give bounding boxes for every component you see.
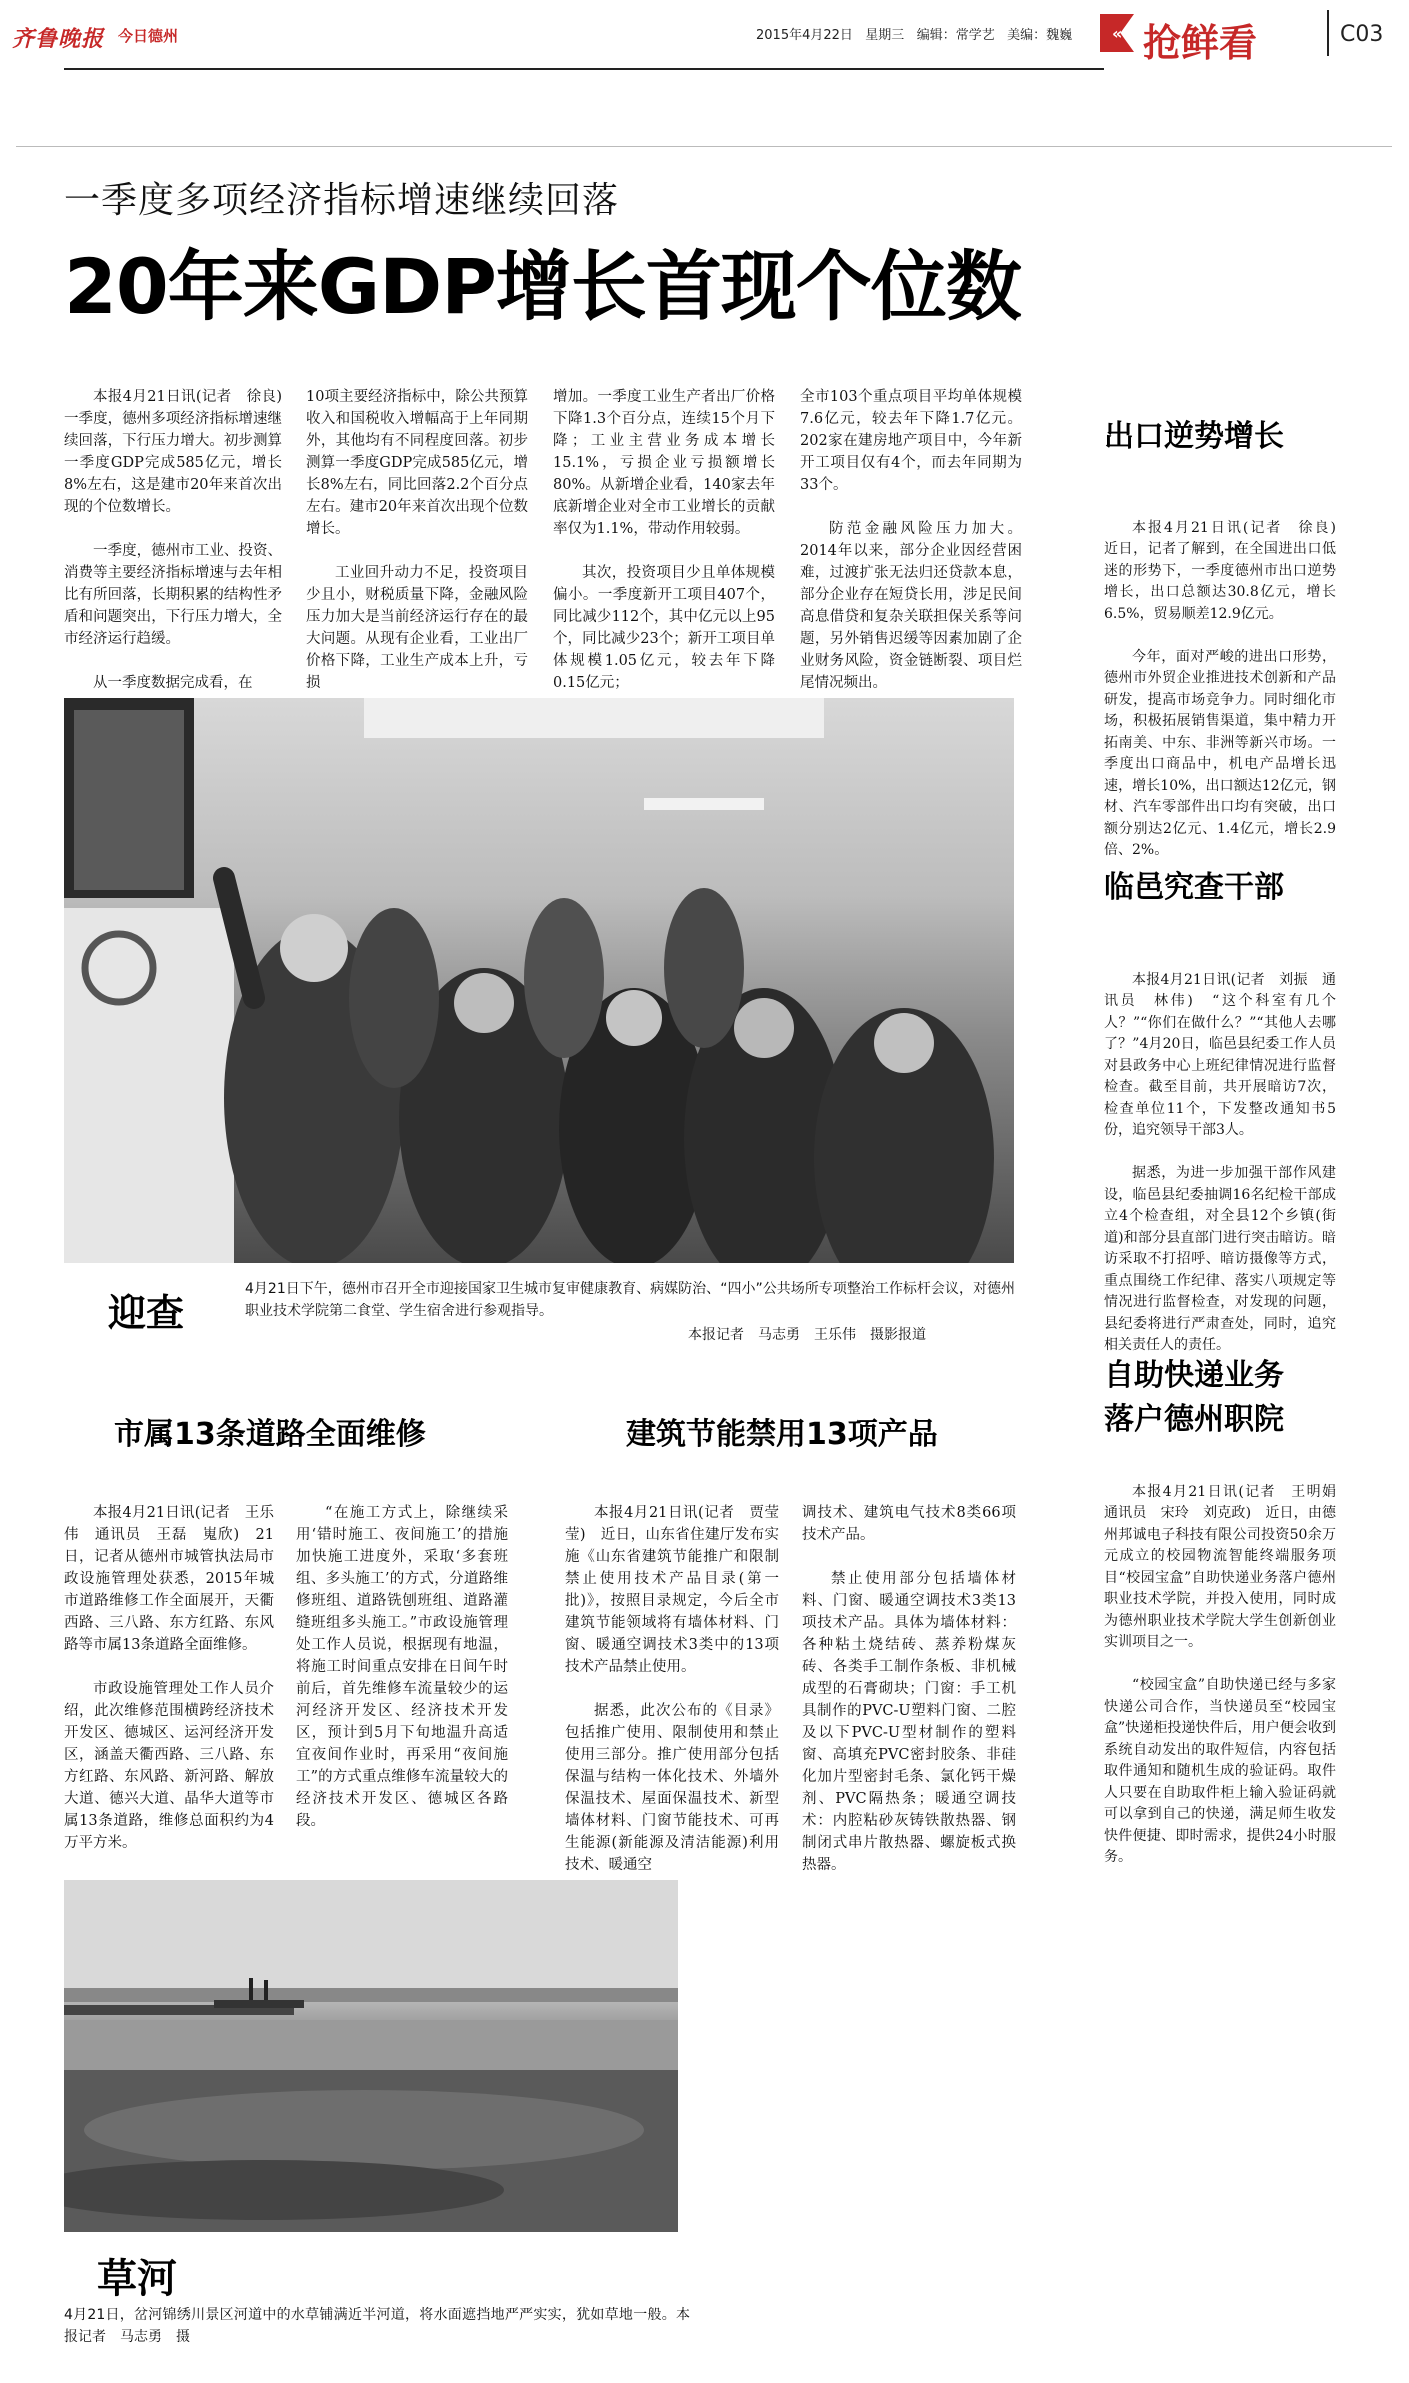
main-photo-caption: 4月21日下午，德州市召开全市迎接国家卫生城市复审健康教育、病媒防治、“四小”公共场所专项整治工作标杆会议，对德州职业技术学院第二食堂、学生宿舍进行参观指导。 [245,1281,1015,1319]
bottom-photo-title: 草河 [97,2256,177,2302]
building-col2-p1: 调技术、建筑电气技术8类66项技术产品。 [802,1505,1016,1543]
date-line: 2015年4月22日 星期三 编辑：常学艺 美编：魏巍 [756,28,1073,43]
building-column-2 [802,1480,1016,1898]
masthead-rule [64,68,1104,70]
lead-col1-p2: 一季度，德州市工业、投资、消费等主要经济指标增速与去年相比有所回落，长期积累的结构性矛盾和问题突出，下行压力增大，全市经济运行趋缓。 [64,543,282,647]
export-p2: 今年，面对严峻的进出口形势，德州市外贸企业推进技术创新和产品研发，提高市场竞争力。同时细化市场，积极拓展销售渠道，集中精力开拓南美、中东、非洲等新兴市场。一季度出口商品中，机电产品增长迅速，增长10%，出口额达12亿元，钢材、汽车零部件出口均有突破，出口额分别达2亿元、1.4亿元，增长2.9倍、2%。 [1104,648,1336,858]
express-p1: 本报4月21日讯(记者 王明娟 通讯员 宋玲 刘克政) 近日，由德州邦诚电子科技有限公司投资50余万元成立的校园物流智能终端服务项目“校园宝盒”自助快递业务落户德州职业技术学院，并投入使用，同时成为德州职业技术学院大学生创新创业实训项目之一。 [1104,1483,1350,1650]
edition-name: 今日德州 [118,27,179,45]
lead-headline: 20年来GDP增长首现个位数 [64,242,1021,331]
header-rule [16,146,1392,147]
paper-name-logo: 齐鲁晚报 [12,26,105,52]
page-number: C03 [1340,22,1384,47]
express-body [1104,1460,1350,1890]
export-body [1104,496,1350,883]
lead-column-4 [800,364,1022,716]
lead-column-1 [64,364,297,716]
divider-vertical [1327,10,1329,56]
roads-column-2 [296,1480,508,1854]
express-p2: “校园宝盒”自助快递已经与多家快递公司合作，当快递员至“校园宝盒”快递柜投递快件后，用户便会收到系统自动发出的取件短信，内容包括取件通知和随机生成的验证码。取件人只要在自助取件柜上输入验证码就可以拿到自己的快递，满足师生收发快件便捷、即时需求，提供24小时服务。 [1104,1677,1336,1865]
lead-col2-p2: 工业回升动力不足，投资项目少且小，财税质量下降，金融风险压力加大是当前经济运行存在的最大问题。从现有企业看，工业出厂价格下降，工业生产成本上升，亏损 [306,565,528,691]
building-headline: 建筑节能禁用13项产品 [626,1417,938,1452]
express-headline-1: 自助快递业务 [1104,1358,1284,1393]
linyi-body [1104,948,1336,1378]
section-title: 抢鲜看 [1143,21,1258,65]
lead-col2-p1: 10项主要经济指标中，除公共预算收入和国税收入增幅高于上年同期外，其他均有不同程度回落。初步测算一季度GDP完成585亿元，增长8%左右，同比回落2.2个百分点左右。建市20年来首次出现个位数增长。 [306,389,528,537]
roads-col1-p2: 市政设施管理处工作人员介绍，此次维修范围横跨经济技术开发区、德城区、运河经济开发区，涵盖天衢西路、三八路、东方红路、东风路、新河路、解放大道、德兴大道、晶华大道等市属13条道路，维修总面积约为4万平方米。 [64,1681,274,1851]
export-p1: 本报4月21日讯(记者 徐良) 近日，记者了解到，在全国进出口低迷的形势下，一季度德州市出口逆势增长，出口总额达30.8亿元，增长6.5%，贸易顺差12.9亿元。 [1104,519,1350,622]
building-col2-p2: 禁止使用部分包括墙体材料、门窗、暖通空调技术3类13项技术产品。具体为墙体材料：各种粘土烧结砖、蒸养粉煤灰砖、各类手工制作条板、非机械成型的石膏砌块；门窗：手工机具制作的PVC-U塑料门窗、二腔及以下PVC-U型材制作的塑料窗、高填充PVC密封胶条、非硅化加片型密封毛条、氯化钙干燥剂、PVC隔热条；暖通空调技术：内腔粘砂灰铸铁散热器、钢制闭式串片散热器、螺旋板式换热器。 [802,1571,1016,1873]
river-scene-illustration [64,1880,678,2232]
linyi-p1: 本报4月21日讯(记者 刘振 通讯员 林伟) “这个科室有几个人？”“你们在做什么？”“其他人去哪了？”4月20日，临邑县纪委工作人员对县政务中心上班纪律情况进行监督检查。截至目前，共开展暗访7次，检查单位11个，下发整改通知书5份，追究领导干部3人。 [1104,971,1336,1138]
linyi-headline: 临邑究查干部 [1104,870,1284,905]
main-photo-title: 迎查 [108,1291,185,1335]
photo-scene-illustration [64,698,1014,1263]
roads-column-1 [64,1480,274,1876]
lead-col1-p1: 本报4月21日讯(记者 徐良) 一季度，德州多项经济指标增速继续回落，下行压力增大。初步测算一季度GDP完成585亿元，增长8%左右，这是建市20年来首次出现的个位数增长。 [64,389,297,515]
roads-headline: 市属13条道路全面维修 [114,1417,426,1452]
export-headline: 出口逆势增长 [1104,419,1284,454]
roads-col2-p1: “在施工方式上，除继续采用‘错时施工、夜间施工’的措施加快施工进度外，采取‘多套班组、多头施工’的方式，分道路维修班组、道路铣刨班组、道路灌缝班组多头施工。”市政设施管理处工作人员说，根据现有地温，将施工时间重点安排在日间午时前后，首先维修车流量较少的运河经济开发区、经济技术开发区，预计到5月下旬地温升高适宜夜间作业时，再采用“夜间施工”的方式重点维修车流量较大的经济技术开发区、德城区各路段。 [296,1505,508,1829]
masthead [0,0,1409,80]
building-column-1 [565,1480,779,1898]
express-headline-2: 落户德州职院 [1104,1402,1284,1437]
bottom-photo [64,1880,678,2232]
main-photo [64,698,1014,1263]
lead-col3-p2: 其次，投资项目少且单体规模偏小。一季度新开工项目407个，同比减少112个，其中亿元以上95个，同比减少23个；新开工项目单体规模1.05亿元，较去年下降0.15亿元； [553,565,775,691]
main-photo-credit: 本报记者 马志勇 王乐伟 摄影报道 [688,1327,926,1343]
building-col1-p2: 据悉，此次公布的《目录》包括推广使用、限制使用和禁止使用三部分。推广使用部分包括保温与结构一体化技术、外墙外保温技术、屋面保温技术、新型墙体材料、门窗节能技术、可再生能源(新能源及清洁能源)利用技术、暖通空 [565,1703,779,1873]
lead-col3-p1: 增加。一季度工业生产者出厂价格下降1.3个百分点，连续15个月下降；工业主营业务成本增长15.1%，亏损企业亏损额增长80%。从新增企业看，140家去年底新增企业对全市工业增长的贡献率仅为1.1%，带动作用较弱。 [553,389,775,537]
linyi-p2: 据悉，为进一步加强干部作风建设，临邑县纪委抽调16名纪检干部成立4个检查组，对全县12个乡镇(街道)和部分县直部门进行突击暗访。暗访采取不打招呼、暗访摄像等方式，重点围绕工作纪律、落实八项规定等情况进行监督检查，对发现的问题，县纪委将进行严肃查处，同时，追究相关责任人的责任。 [1104,1165,1336,1353]
chevron-icon: « [1112,24,1123,43]
bottom-photo-caption: 4月21日，岔河锦绣川景区河道中的水草铺满近半河道，将水面遮挡地严严实实，犹如草地一般。本报记者 马志勇 摄 [64,2307,690,2345]
lead-col4-p1: 全市103个重点项目平均单体规模7.6亿元，较去年下降1.7亿元。202家在建房地产项目中，今年新开工项目仅有4个，而去年同期为33个。 [800,389,1022,493]
lead-kicker: 一季度多项经济指标增速继续回落 [64,180,620,221]
lead-col1-p3: 从一季度数据完成看，在 [93,675,253,691]
lead-col4-p2: 防范金融风险压力加大。2014年以来，部分企业因经营困难，过渡扩张无法归还贷款本息，部分企业存在短贷长用，涉足民间高息借贷和复杂关联担保关系等问题，另外销售迟缓等因素加剧了企业财务风险，资金链断裂、项目烂尾情况频出。 [800,521,1022,691]
lead-column-3 [553,364,775,716]
lead-column-2 [306,364,528,716]
roads-col1-p1: 本报4月21日讯(记者 王乐伟 通讯员 王磊 嵬欣) 21日，记者从德州市城管执法局市政设施管理处获悉，2015年城市道路维修工作全面展开，天衢西路、三八路、东方红路、东风路等市属13条道路全面维修。 [64,1505,274,1653]
building-col1-p1: 本报4月21日讯(记者 贾莹莹) 近日，山东省住建厅发布实施《山东省建筑节能推广和限制禁止使用技术产品目录(第一批)》，按照目录规定，今后全市建筑节能领域将有墙体材料、门窗、暖通空调技术3类中的13项技术产品禁止使用。 [565,1505,779,1675]
